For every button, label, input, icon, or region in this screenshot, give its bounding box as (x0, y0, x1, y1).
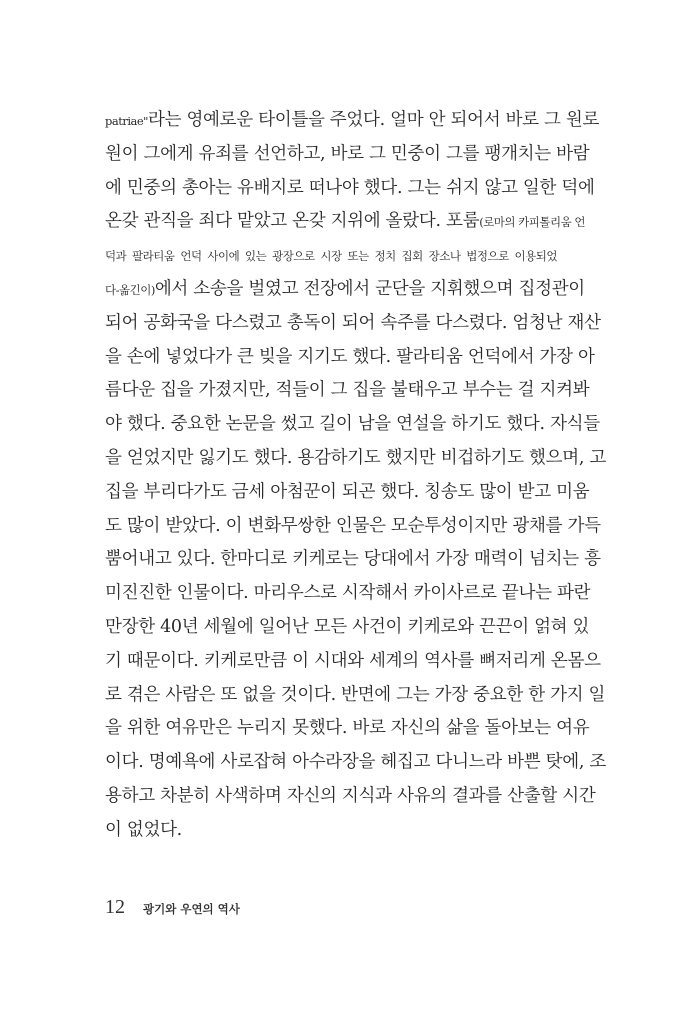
text-line (105, 746, 606, 780)
line-text: 기 때문이다. 키케로만큼 이 시대와 세계의 역사를 뼈저리게 온몸으 (105, 650, 601, 671)
line-text: 로 겪은 사람은 또 없을 것이다. 반면에 그는 가장 중요한 한 가지 일 (105, 684, 606, 705)
text-line (105, 611, 590, 645)
page-number: 12 (105, 896, 125, 918)
line-text: 만장한 40년 세월에 일어난 모든 사건이 키케로와 끈끈이 얽혀 있 (105, 616, 590, 637)
line-text: 이다. 명예욕에 사로잡혀 아수라장을 헤집고 다니느라 바쁜 탓에, 조 (105, 752, 606, 773)
line-text: 라는 영예로운 타이틀을 주었다. 얼마 안 되어서 바로 그 원로 (147, 110, 600, 130)
line-text: 되어 공화국을 다스렸고 총독이 되어 속주를 다스렸다. 엄청난 재산 (105, 312, 601, 333)
line-text: 름다운 집을 가졌지만, 적들이 그 집을 불태우고 부수는 걸 지켜봐 (105, 380, 590, 401)
text-line (105, 341, 595, 375)
text-line (105, 712, 590, 746)
text-line (105, 780, 596, 814)
annotation-text: 다-옮긴이) (105, 282, 155, 297)
line-text: 을 위한 여유만은 누리지 못했다. 바로 자신의 삶을 돌아보는 여유 (105, 718, 590, 739)
line-text: 에서 소송을 벌였고 전장에서 군단을 지휘했으며 집정관이 (154, 278, 585, 299)
body-text (105, 104, 606, 848)
running-title: 광기와 우연의 역사 (143, 902, 240, 916)
line-text: 을 손에 넣었다가 큰 빚을 지기도 했다. 팔라티움 언덕에서 가장 아 (105, 346, 595, 367)
text-line (105, 476, 590, 510)
text-line (105, 442, 606, 476)
text-line (105, 814, 557, 848)
line-text: 야 했다. 중요한 논문을 썼고 길이 남을 연설을 하기도 했다. 자식들 (105, 414, 600, 435)
text-line (105, 679, 606, 713)
line-text: 을 얻었지만 잃기도 했다. 용감하기도 했지만 비겁하기도 했으며, 고 (105, 447, 606, 468)
text-line (105, 307, 601, 341)
text-line (105, 510, 601, 544)
annotation-text: 덕과 팔라티움 언덕 사이에 있는 광장으로 시장 또는 정치 집회 장소나 법정으로 이용되었 (105, 249, 557, 264)
text-line (105, 577, 591, 611)
line-text: 미진진한 인물이다. 마리우스로 시작해서 카이사르로 끝나는 파란 (105, 583, 591, 604)
line-text: 온갖 관직을 죄다 맡았고 온갖 지위에 올랐다. 포룸 (105, 211, 480, 232)
line-text: 뿜어내고 있다. 한마디로 키케로는 당대에서 가장 매력이 넘치는 흥 (105, 549, 601, 570)
text-line (105, 374, 590, 408)
text-line (105, 172, 595, 206)
line-text: 이 없었다. (105, 819, 182, 840)
page-footer (105, 896, 240, 919)
text-line (105, 273, 585, 307)
text-line (105, 205, 585, 239)
text-line (105, 408, 600, 442)
line-text: 에 민중의 총아는 유배지로 떠나야 했다. 그는 쉬지 않고 일한 덕에 (105, 177, 595, 198)
text-line (105, 239, 557, 273)
text-line (105, 543, 601, 577)
text-line (105, 104, 600, 138)
text-line (105, 138, 590, 172)
line-text: 도 많이 받았다. 이 변화무쌍한 인물은 모순투성이지만 광채를 가득 (105, 515, 601, 536)
text-line (105, 645, 601, 679)
annotation-text: patriae" (105, 114, 148, 128)
annotation-text: (로마의 카피톨리움 언 (479, 215, 585, 230)
line-text: 용하고 차분히 사색하며 자신의 지식과 사유의 결과를 산출할 시간 (105, 785, 596, 806)
line-text: 집을 부리다가도 금세 아첨꾼이 되곤 했다. 칭송도 많이 받고 미움 (105, 481, 590, 502)
line-text: 원이 그에게 유죄를 선언하고, 바로 그 민중이 그를 팽개치는 바람 (105, 143, 590, 164)
